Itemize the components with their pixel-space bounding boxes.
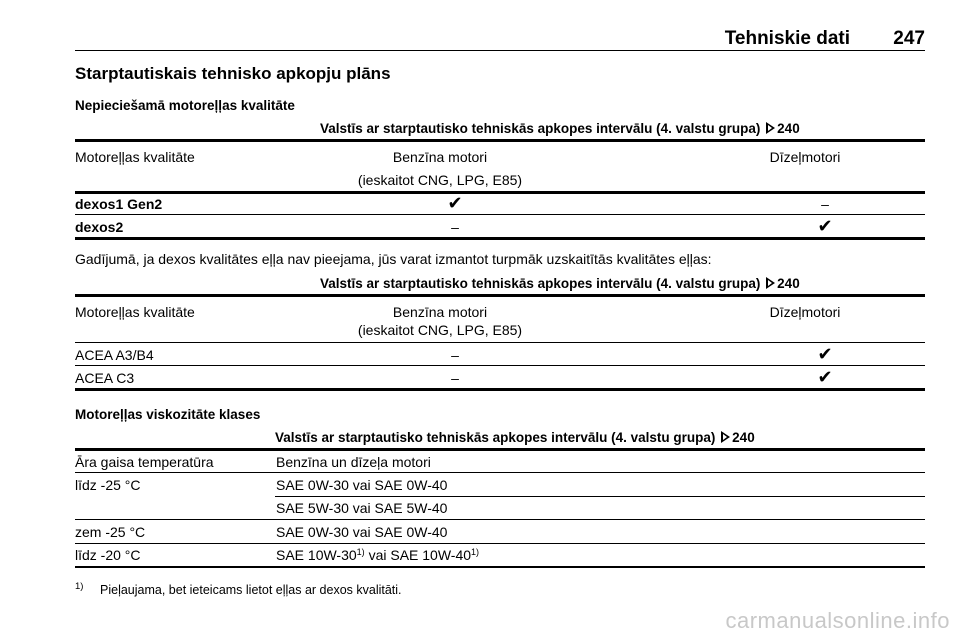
- oil-quality-table: [75, 121, 925, 241]
- table-caption: [320, 276, 800, 291]
- column-header-diesel: Dīzeļmotori: [769, 149, 841, 165]
- check-icon: ✔: [447, 193, 463, 213]
- table-rule: [75, 342, 925, 343]
- grade-text: SAE 10W-30: [276, 547, 357, 563]
- column-header-oil-quality: Motoreļļas kvalitāte: [75, 304, 195, 320]
- grade-cell: SAE 0W-30 vai SAE 0W-40: [276, 524, 448, 540]
- page-reference-icon[interactable]: [766, 122, 775, 134]
- footnote-ref[interactable]: 1): [471, 547, 480, 557]
- footnote-mark: 1): [75, 581, 84, 592]
- row-name: ACEA A3/B4: [75, 347, 154, 363]
- table-rule: [75, 237, 925, 240]
- oil-quality-heading: Nepieciešamā motoreļļas kvalitāte: [75, 98, 295, 113]
- table-caption: [275, 430, 755, 445]
- page-reference-icon[interactable]: [766, 277, 775, 289]
- page-number: 247: [893, 28, 925, 49]
- temperature-cell: zem -25 °C: [75, 524, 146, 540]
- watermark: carmanualsonline.info: [725, 608, 950, 633]
- check-icon: ✔: [817, 367, 833, 387]
- table-rule: [75, 519, 925, 520]
- column-header-petrol-sub: (ieskaitot CNG, LPG, E85): [357, 172, 523, 188]
- caption-text: Valstīs ar starptautisko tehniskās apkopes intervālu (4. valstu grupa): [320, 121, 761, 136]
- alternative-paragraph: Gadījumā, ja dexos kvalitātes eļļa nav pieejama, jūs varat izmantot turpmāk uzskaitītās kvalitātes eļļas:: [75, 251, 712, 267]
- caption-page-link[interactable]: 240: [732, 430, 755, 445]
- table-rule: [75, 191, 925, 194]
- row-name: dexos2: [75, 219, 124, 235]
- table-caption: [320, 121, 800, 136]
- footnote-ref[interactable]: 1): [356, 547, 365, 557]
- caption-page-link[interactable]: 240: [777, 121, 800, 136]
- column-header-engines: Benzīna un dīzeļa motori: [276, 454, 431, 470]
- table-rule: [75, 448, 925, 451]
- column-header-temperature: Āra gaisa temperatūra: [75, 454, 214, 470]
- grade-cell: [276, 547, 479, 563]
- footnote-text: Pieļaujama, bet ieteicams lietot eļļas ar dexos kvalitāti.: [100, 583, 402, 597]
- grade-cell: SAE 5W-30 vai SAE 5W-40: [276, 500, 448, 516]
- temperature-cell: līdz -20 °C: [75, 547, 141, 563]
- dash-mark: –: [451, 347, 459, 363]
- dash-mark: –: [451, 219, 459, 235]
- row-name: ACEA C3: [75, 370, 135, 386]
- table-rule: [75, 472, 925, 473]
- caption-text: Valstīs ar starptautisko tehniskās apkopes intervālu (4. valstu grupa): [320, 276, 761, 291]
- table-rule: [75, 294, 925, 297]
- check-icon: ✔: [817, 216, 833, 236]
- caption-text: Valstīs ar starptautisko tehniskās apkopes intervālu (4. valstu grupa): [275, 430, 716, 445]
- table-rule: [75, 139, 925, 142]
- viscosity-heading: Motoreļļas viskozitāte klases: [75, 407, 261, 422]
- grade-cell: SAE 0W-30 vai SAE 0W-40: [276, 477, 448, 493]
- caption-page-link[interactable]: 240: [777, 276, 800, 291]
- grade-text: vai SAE 10W-40: [364, 547, 472, 563]
- page-header: [75, 28, 925, 50]
- manual-page: [75, 0, 925, 642]
- table-rule: [75, 388, 925, 391]
- header-rule: [75, 50, 925, 51]
- table-rule: [75, 365, 925, 366]
- column-header-petrol: Benzīna motori: [392, 304, 488, 320]
- viscosity-table: [75, 430, 925, 563]
- section-title: Starptautiskais tehnisko apkopju plāns: [75, 64, 391, 83]
- temperature-cell: līdz -25 °C: [75, 477, 141, 493]
- header-title: Tehniskie dati: [724, 28, 850, 49]
- table-rule: [275, 496, 925, 497]
- footnote-rule: [75, 566, 925, 568]
- dash-mark: –: [451, 370, 459, 386]
- table-rule: [75, 543, 925, 544]
- check-icon: ✔: [817, 344, 833, 364]
- column-header-petrol: Benzīna motori: [392, 149, 488, 165]
- column-header-petrol-sub: (ieskaitot CNG, LPG, E85): [357, 322, 523, 338]
- row-name: dexos1 Gen2: [75, 196, 163, 212]
- page-reference-icon[interactable]: [721, 431, 730, 443]
- column-header-oil-quality: Motoreļļas kvalitāte: [75, 149, 195, 165]
- alternative-oil-table: [75, 276, 925, 396]
- dash-mark: –: [821, 196, 829, 212]
- table-rule: [75, 214, 925, 215]
- column-header-diesel: Dīzeļmotori: [769, 304, 841, 320]
